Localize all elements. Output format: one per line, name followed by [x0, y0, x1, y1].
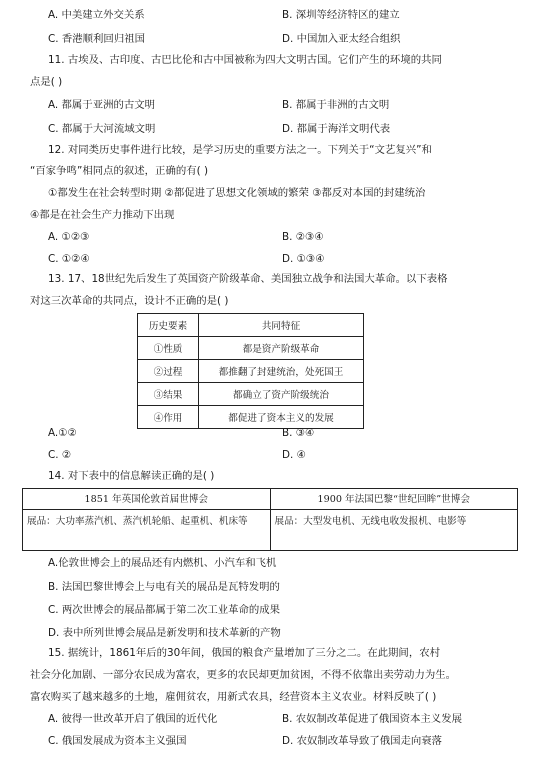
q13-comparison-table [137, 313, 364, 429]
table-header-row [138, 314, 364, 337]
table-cell: ④作用 [138, 406, 199, 429]
table-cell: ③结果 [138, 383, 199, 406]
q13-option-a: A.①② [48, 427, 77, 439]
q11-stem-line2: 点是( ) [30, 76, 63, 88]
q11-option-a: A. 都属于亚洲的古文明 [48, 99, 156, 111]
q15-stem-line2: 社会分化加剧、一部分农民成为富农，更多的农民却更加贫困，不得不依靠出卖劳动力为生。 [30, 669, 457, 681]
table-cell: 都是资产阶级革命 [199, 337, 364, 360]
q12-stem-line1: 12. 对同类历史事件进行比较，是学习历史的重要方法之一。下列关于“文艺复兴”和 [48, 144, 432, 156]
table-cell: 展品：大功率蒸汽机、蒸汽机轮船、起重机、机床等 [23, 510, 271, 551]
q12-option-c: C. ①②④ [48, 253, 90, 265]
q14-stem: 14. 对下表中的信息解读正确的是( ) [48, 470, 215, 482]
q11-option-c: C. 都属于大河流域文明 [48, 123, 156, 135]
table-row [138, 383, 364, 406]
q14-option-a: A.伦敦世博会上的展品还有内燃机、小汽车和飞机 [48, 557, 277, 569]
q12-items-line2: ④都是在社会生产力推动下出现 [30, 209, 175, 221]
q14-expo-table [22, 488, 518, 551]
q15-option-c: C. 俄国发展成为资本主义强国 [48, 735, 187, 747]
table-row [138, 406, 364, 429]
q11-stem-line1: 11. 古埃及、古印度、古巴比伦和古中国被称为四大文明古国。它们产生的环境的共同 [48, 54, 442, 66]
q10-option-a: A. 中美建立外交关系 [48, 9, 145, 21]
q10-option-c: C. 香港顺利回归祖国 [48, 33, 145, 45]
table-cell: 都促进了资本主义的发展 [199, 406, 364, 429]
q12-stem-line2: “百家争鸣”相同点的叙述，正确的有( ) [30, 165, 209, 177]
q14-option-c: C. 两次世博会的展品都属于第二次工业革命的成果 [48, 604, 281, 616]
q12-option-d: D. ①③④ [282, 253, 325, 265]
q11-option-d: D. 都属于海洋文明代表 [282, 123, 391, 135]
q10-option-b: B. 深圳等经济特区的建立 [282, 9, 400, 21]
q13-option-d: D. ④ [282, 449, 306, 461]
table-header-cell: 1900 年法国巴黎“世纪回眸”世博会 [270, 489, 518, 510]
table-row [138, 360, 364, 383]
table-cell: 都推翻了封建统治，处死国王 [199, 360, 364, 383]
q15-stem-line3: 富农购买了越来越多的土地，雇佣贫农，用新式农具，经营资本主义农业。材料反映了( ) [30, 691, 437, 703]
table-row [138, 337, 364, 360]
q15-option-b: B. 农奴制改革促进了俄国资本主义发展 [282, 713, 462, 725]
table-cell: 展品：大型发电机、无线电收发报机、电影等 [270, 510, 518, 551]
q14-option-d: D. 表中所列世博会展品是新发明和技术革新的产物 [48, 627, 281, 639]
table-cell: 都确立了资产阶级统治 [199, 383, 364, 406]
q14-option-b: B. 法国巴黎世博会上与电有关的展品是瓦特发明的 [48, 581, 280, 593]
q13-stem-line1: 13. 17、18世纪先后发生了英国资产阶级革命、美国独立战争和法国大革命。以下表格 [48, 273, 448, 285]
table-row [23, 510, 518, 551]
table-header-cell: 共同特征 [199, 314, 364, 337]
q12-items-line1: ①都发生在社会转型时期 ②都促进了思想文化领域的繁荣 ③都反对本国的封建统治 [48, 187, 426, 199]
table-header-row [23, 489, 518, 510]
table-cell: ②过程 [138, 360, 199, 383]
q15-option-d: D. 农奴制改革导致了俄国走向衰落 [282, 735, 443, 747]
table-header-cell: 1851 年英国伦敦首届世博会 [23, 489, 271, 510]
q12-option-a: A. ①②③ [48, 231, 90, 243]
q10-option-d: D. 中国加入亚太经合组织 [282, 33, 401, 45]
q13-option-b: B. ③④ [282, 427, 315, 439]
q15-stem-line1: 15. 据统计，1861年后的30年间，俄国的粮食产量增加了三分之二。在此期间，农村 [48, 647, 440, 659]
q12-option-b: B. ②③④ [282, 231, 324, 243]
table-header-cell: 历史要素 [138, 314, 199, 337]
table-cell: ①性质 [138, 337, 199, 360]
q11-option-b: B. 都属于非洲的古文明 [282, 99, 390, 111]
q15-option-a: A. 彼得一世改革开启了俄国的近代化 [48, 713, 218, 725]
q13-option-c: C. ② [48, 449, 72, 461]
q13-stem-line2: 对这三次革命的共同点，设计不正确的是( ) [30, 295, 229, 307]
